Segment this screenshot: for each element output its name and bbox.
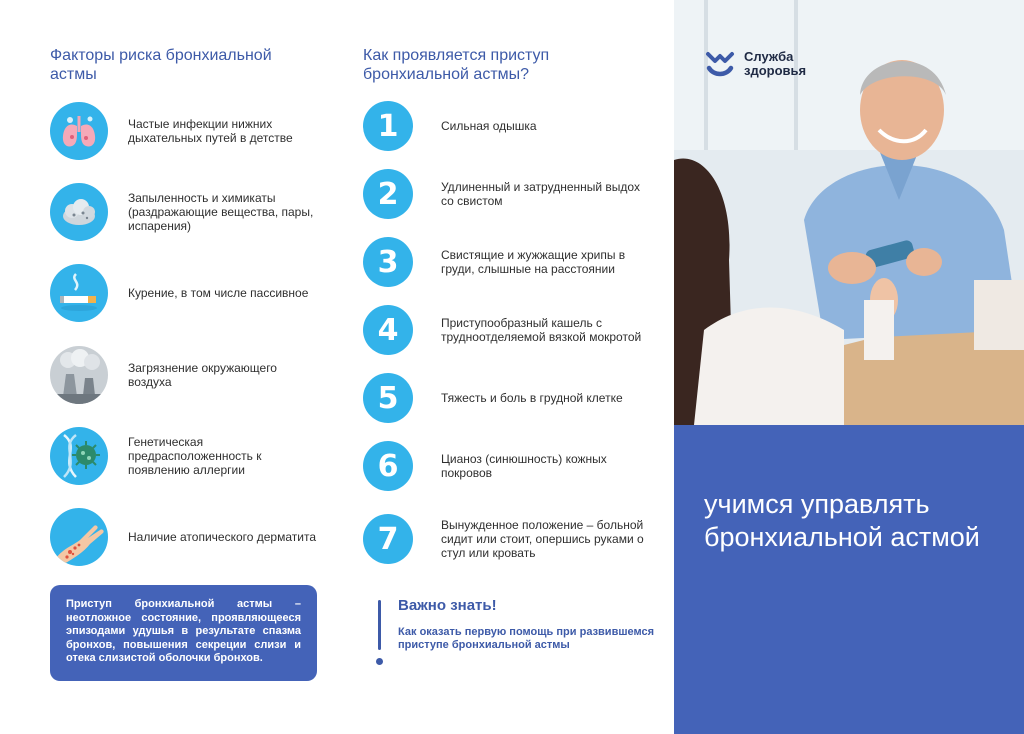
symptom-item [363,237,653,287]
skin-rash-hand-icon [50,508,108,566]
symptom-text: Сильная одышка [441,119,537,133]
step-number: 6 [363,441,413,491]
step-number: 7 [363,514,413,564]
symptom-text: Вынужденное положение – больной сидит или стоит, опершись руками о стул или кровать [441,518,644,560]
risk-item-text: Курение, в том числе пассивное [128,286,309,300]
factory-pollution-icon [50,346,108,404]
cover-tagline: учимся управлять бронхиальной астмой [704,489,980,552]
risk-item [50,264,320,322]
risk-item-text: Загрязнение окружающего воздуха [128,361,277,389]
risk-item [50,508,320,566]
risk-factors-section [50,46,320,544]
risk-item [50,102,320,160]
step-number: 5 [363,373,413,423]
symptom-item [363,101,653,151]
risk-item [50,183,320,241]
cover-panel [674,0,1024,734]
important-note [374,597,654,652]
risk-item-text: Генетическая предрасположенность к появлению аллергии [128,435,262,477]
dna-virus-icon [50,427,108,485]
risk-item [50,346,320,404]
brand-line1: Служба [744,49,794,64]
heart-smile-icon [704,48,736,80]
important-text: Как оказать первую помощь при развившемся приступе бронхиальной астмы [398,626,654,651]
symptom-item [363,514,653,564]
symptom-text: Удлиненный и затрудненный выдох со свистом [441,180,640,208]
symptom-text: Тяжесть и боль в грудной клетке [441,391,623,405]
symptom-item [363,373,653,423]
risk-item-text: Запыленность и химикаты (раздражающие вещества, пары, испарения) [128,191,314,233]
symptoms-title: Как проявляется приступ бронхиальной астмы? [363,47,550,83]
symptom-text: Приступообразный кашель с трудноотделяемой вязкой мокротой [441,316,642,344]
step-number: 2 [363,169,413,219]
risk-item-text: Частые инфекции нижних дыхательных путей в детстве [128,117,293,145]
risk-item [50,427,320,485]
symptom-item [363,441,653,491]
risk-factors-title: Факторы риска бронхиальной астмы [50,47,272,83]
symptom-item [363,169,653,219]
risk-item-text: Наличие атопического дерматита [128,530,317,544]
symptoms-section [363,46,653,560]
definition-box: Приступ бронхиальной астмы – неотложное состояние, проявляющееся эпизодами удушья в результате спазма бронхов, повышения секреции слизи и отека слизистой оболочки бронхов. [50,585,317,681]
important-title: Важно знать! [398,597,497,614]
lungs-infection-icon [50,102,108,160]
brand-logo [704,48,806,80]
exclamation-icon [374,600,388,670]
symptom-text: Свистящие и жужжащие хрипы в груди, слышные на расстоянии [441,248,626,276]
brand-name [744,50,806,78]
step-number: 3 [363,237,413,287]
cigarette-icon [50,264,108,322]
symptom-item [363,305,653,355]
step-number: 1 [363,101,413,151]
step-number: 4 [363,305,413,355]
symptom-text: Цианоз (синюшность) кожных покровов [441,452,607,480]
dust-cloud-icon [50,183,108,241]
brand-line2: здоровья [744,63,807,78]
